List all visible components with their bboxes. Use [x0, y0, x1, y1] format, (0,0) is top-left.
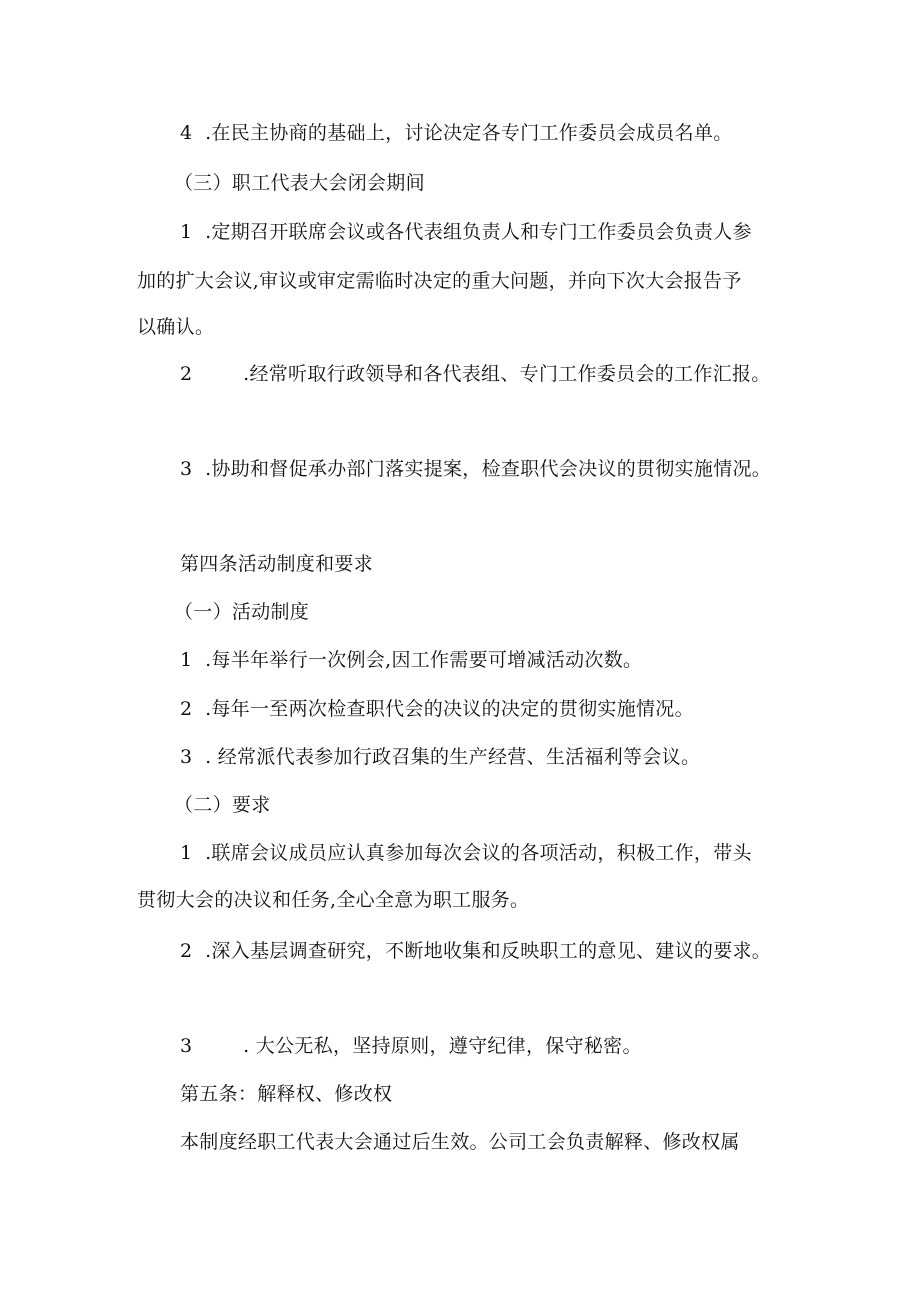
section-heading: （二）要求 — [174, 794, 271, 816]
paragraph: 4 .在民主协商的基础上，讨论决定各专门工作委员会成员名单。 — [180, 122, 733, 144]
paragraph: 贯彻大会的决议和任务,全心全意为职工服务。 — [137, 889, 530, 911]
paragraph: 1 .每半年举行一次例会,因工作需要可增减活动次数。 — [180, 649, 643, 671]
paragraph: 3 . 经常派代表参加行政召集的生产经营、生活福利等会议。 — [180, 746, 701, 768]
section-heading: （三）职工代表大会闭会期间 — [174, 172, 425, 194]
paragraph: 2 .经常听取行政领导和各代表组、专门工作委员会的工作汇报。 — [180, 363, 771, 385]
paragraph: 加的扩大会议,审议或审定需临时决定的重大问题，并向下次大会报告予 — [137, 270, 742, 292]
paragraph: 1 .定期召开联席会议或各代表组负责人和专门工作委员会负责人参 — [180, 221, 752, 243]
article-heading: 第五条：解释权、修改权 — [180, 1083, 393, 1105]
paragraph: 2 .每年一至两次检查职代会的决议的决定的贯彻实施情况。 — [180, 698, 694, 720]
paragraph: 3 . 大公无私，坚持原则，遵守纪律，保守秘密。 — [180, 1035, 642, 1057]
paragraph: 1 .联席会议成员应认真参加每次会议的各项活动，积极工作，带头 — [180, 842, 752, 864]
paragraph: 以确认。 — [137, 316, 215, 338]
article-heading: 第四条活动制度和要求 — [180, 553, 374, 575]
paragraph: 2 .深入基层调查研究，不断地收集和反映职工的意见、建议的要求。 — [180, 940, 772, 962]
section-heading: （一）活动制度 — [174, 601, 310, 623]
paragraph: 本制度经职工代表大会通过后生效。公司工会负责解释、修改权属 — [180, 1131, 740, 1153]
paragraph: 3 .协助和督促承办部门落实提案，检查职代会决议的贯彻实施情况。 — [180, 458, 772, 480]
